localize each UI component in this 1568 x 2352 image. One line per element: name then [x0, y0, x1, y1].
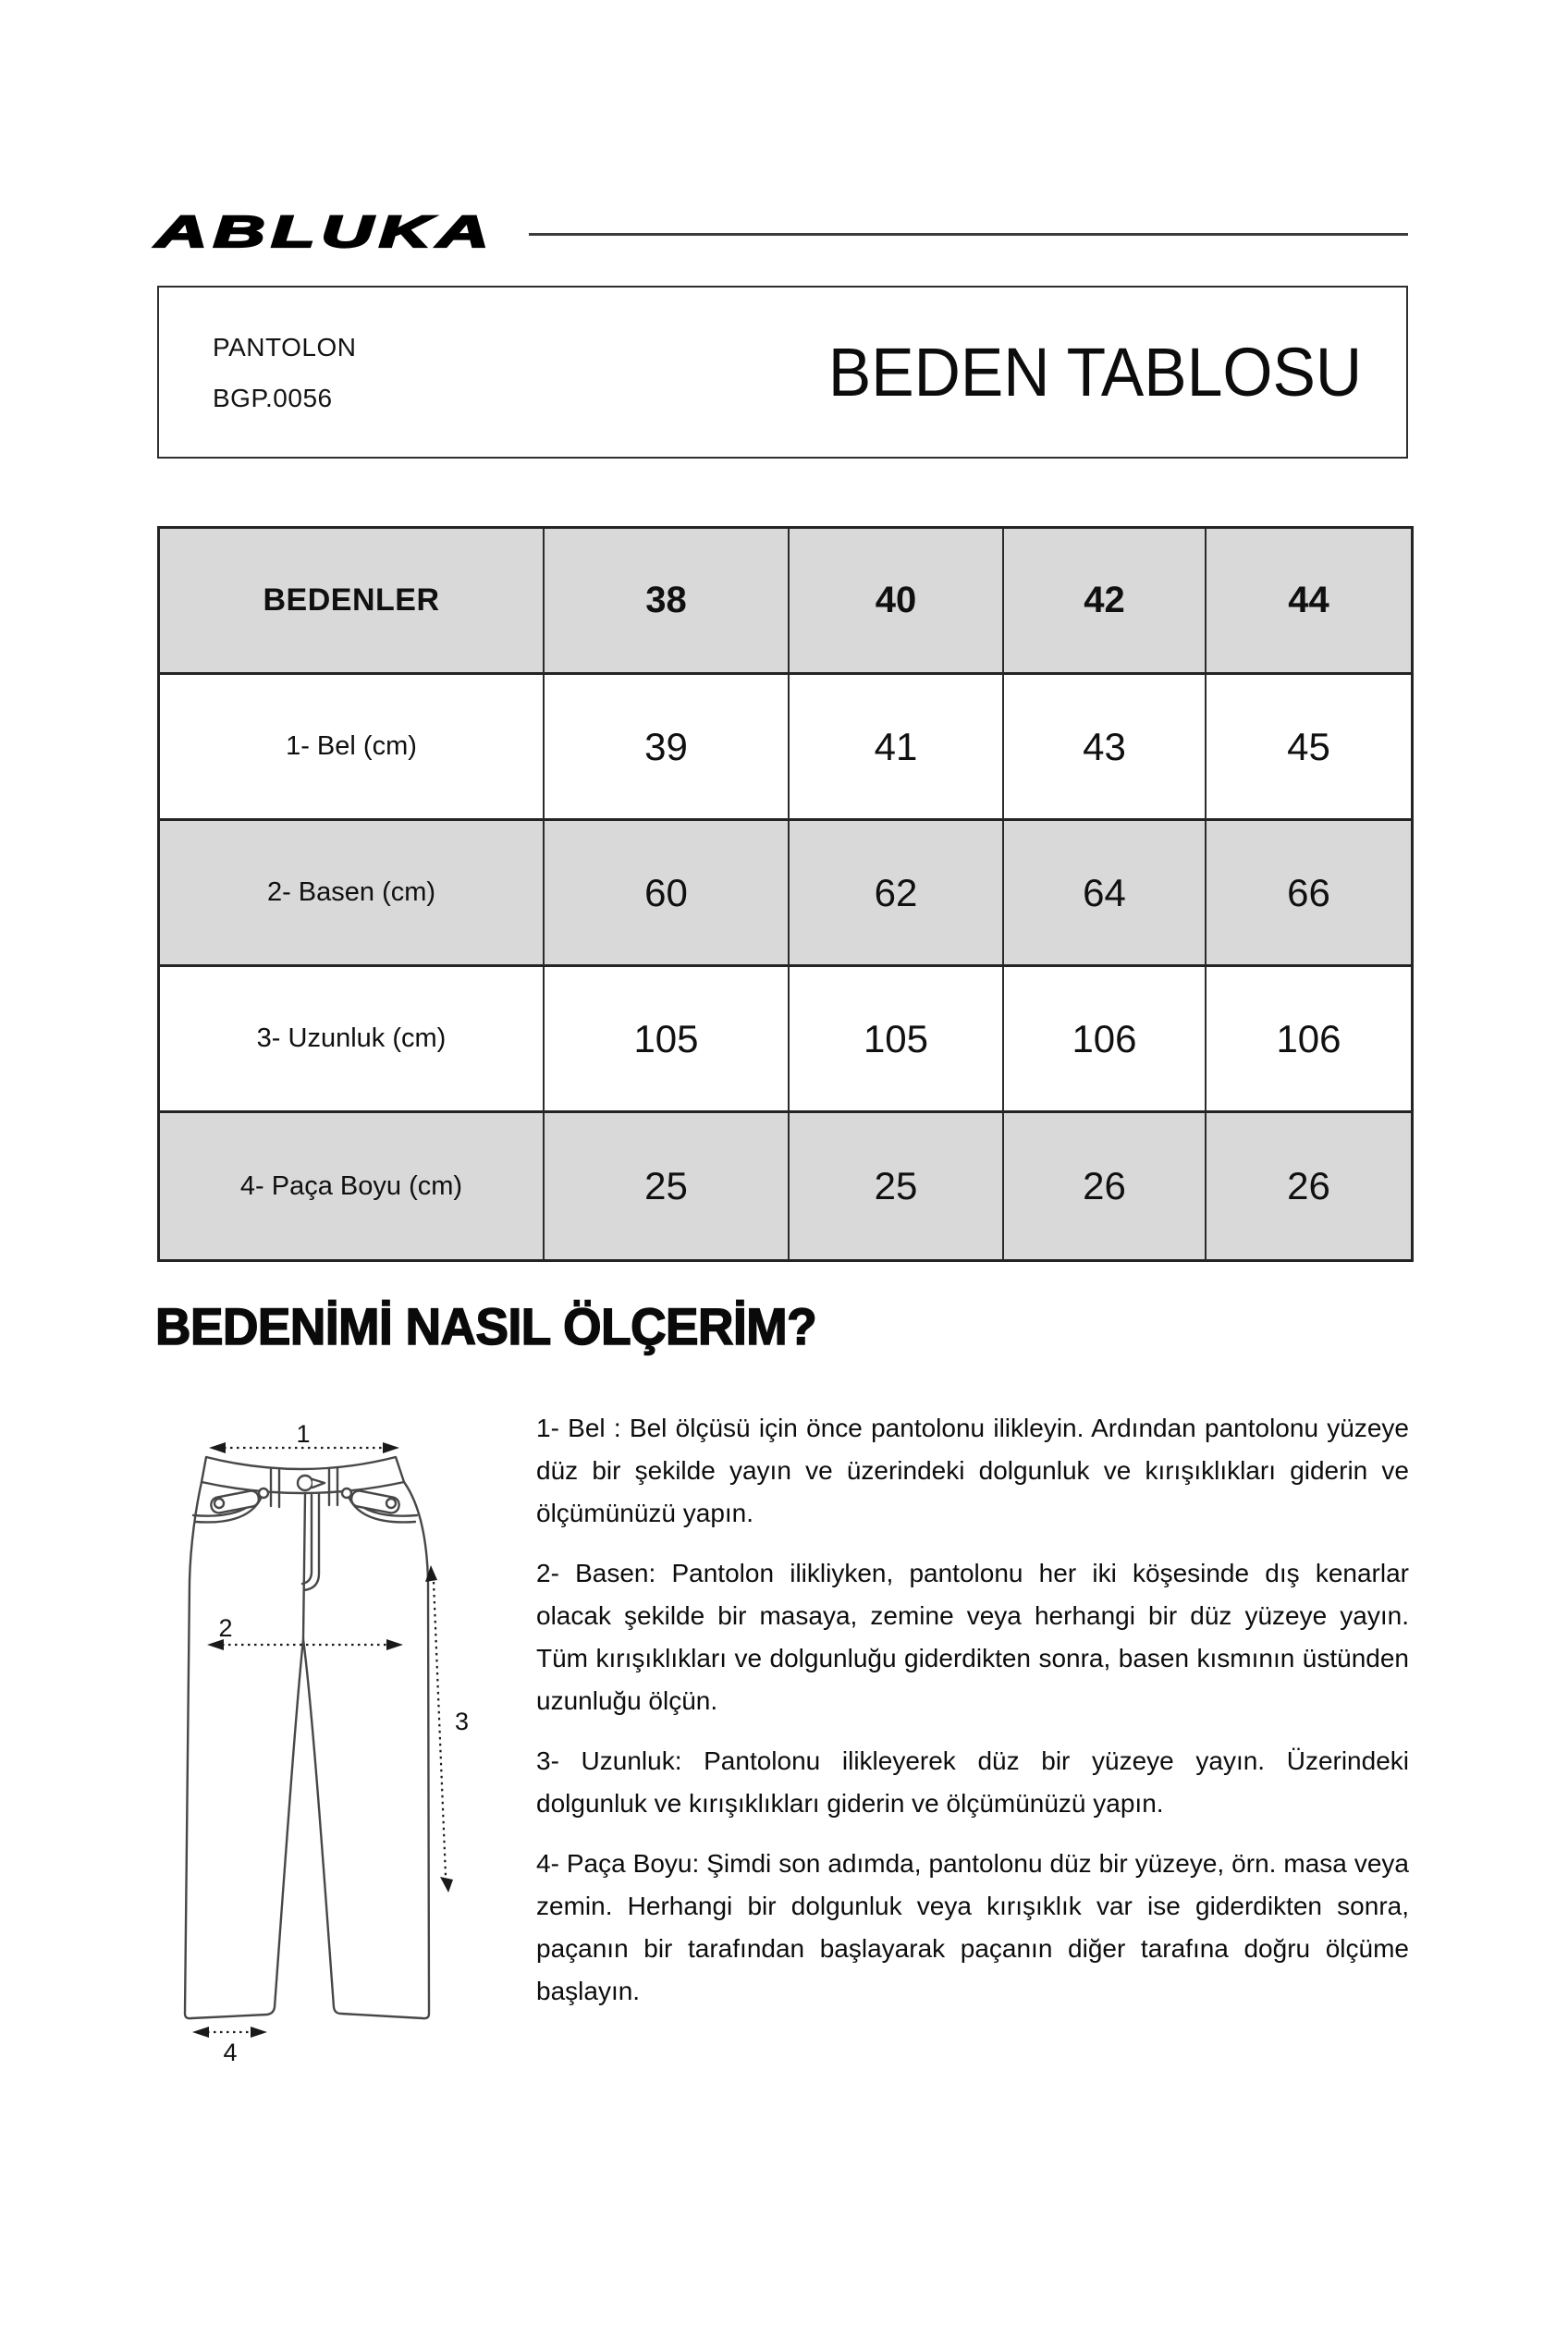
size-table	[157, 526, 1414, 1262]
table-cell: 41	[790, 675, 1004, 821]
table-row-label: 1- Bel (cm)	[160, 675, 545, 821]
brand-logo: ABLUKA	[155, 208, 496, 257]
instruction-bel: 1- Bel : Bel ölçüsü için önce pantolonu ilikleyin. Ardından pantolonu yüzeye düz bir şekilde yayın ve üzerindeki dolgunluk ve kırışıklıkları giderin ve ölçümünüzü yapın.	[536, 1414, 1409, 1527]
section-heading: BEDENİMİ NASIL ÖLÇERİM?	[155, 1297, 817, 1355]
table-header-size: 40	[790, 529, 1004, 675]
instructions-column	[536, 1407, 1409, 2030]
table-cell: 105	[545, 967, 790, 1113]
table-header-size: 44	[1207, 529, 1411, 675]
table-cell: 66	[1207, 821, 1411, 967]
table-header-label: BEDENLER	[160, 529, 545, 675]
table-cell: 64	[1004, 821, 1207, 967]
product-title-box	[157, 286, 1408, 459]
product-code: BGP.0056	[213, 383, 333, 412]
table-cell: 43	[1004, 675, 1207, 821]
table-header-size: 38	[545, 529, 790, 675]
table-row-label: 2- Basen (cm)	[160, 821, 545, 967]
table-cell: 39	[545, 675, 790, 821]
pants-diagram-icon	[157, 1415, 499, 2062]
header-rule-line	[529, 233, 1408, 236]
table-cell: 105	[790, 967, 1004, 1113]
length-arrow	[434, 1582, 446, 1876]
table-cell: 106	[1004, 967, 1207, 1113]
table-cell: 26	[1207, 1113, 1411, 1259]
waist-label: 1	[296, 1420, 311, 1448]
product-type: PANTOLON	[213, 332, 357, 361]
length-label: 3	[455, 1708, 470, 1735]
table-cell: 45	[1207, 675, 1411, 821]
instruction-uzunluk: 3- Uzunluk: Pantolonu ilikleyerek düz bir yüzeye yayın. Üzerindeki dolgunluk ve kırışıklıkları giderin ve ölçümünüzü yapın.	[536, 1746, 1409, 1818]
table-row-label: 4- Paça Boyu (cm)	[160, 1113, 545, 1259]
instruction-paca-boyu: 4- Paça Boyu: Şimdi son adımda, pantolonu düz bir yüzeye, örn. masa veya zemin. Herhangi bir dolgunluk veya kırışıklık var ise giderdikten sonra, paçanın bir tarafından başlayarak paçanın diğer tarafına doğru ölçüme başlayın.	[536, 1849, 1409, 2005]
hip-label: 2	[218, 1614, 233, 1642]
table-header-size: 42	[1004, 529, 1207, 675]
instruction-basen: 2- Basen: Pantolon ilikliyken, pantolonu her iki köşesinde dış kenarlar olacak şekilde bir masaya, zemine veya herhangi bir düz yüzeye yayın. Tüm kırışıklıkları ve dolgunluğu giderdikten sonra, basen kısmının üstünden uzunluğu ölçün.	[536, 1559, 1409, 1715]
hem-label: 4	[223, 2039, 238, 2062]
product-info	[213, 322, 356, 423]
table-cell: 106	[1207, 967, 1411, 1113]
table-row-label: 3- Uzunluk (cm)	[160, 967, 545, 1113]
page-title: BEDEN TABLOSU	[827, 334, 1362, 410]
table-cell: 26	[1004, 1113, 1207, 1259]
table-cell: 60	[545, 821, 790, 967]
pants-outline	[185, 1457, 429, 2018]
table-cell: 25	[790, 1113, 1004, 1259]
table-cell: 25	[545, 1113, 790, 1259]
table-cell: 62	[790, 821, 1004, 967]
